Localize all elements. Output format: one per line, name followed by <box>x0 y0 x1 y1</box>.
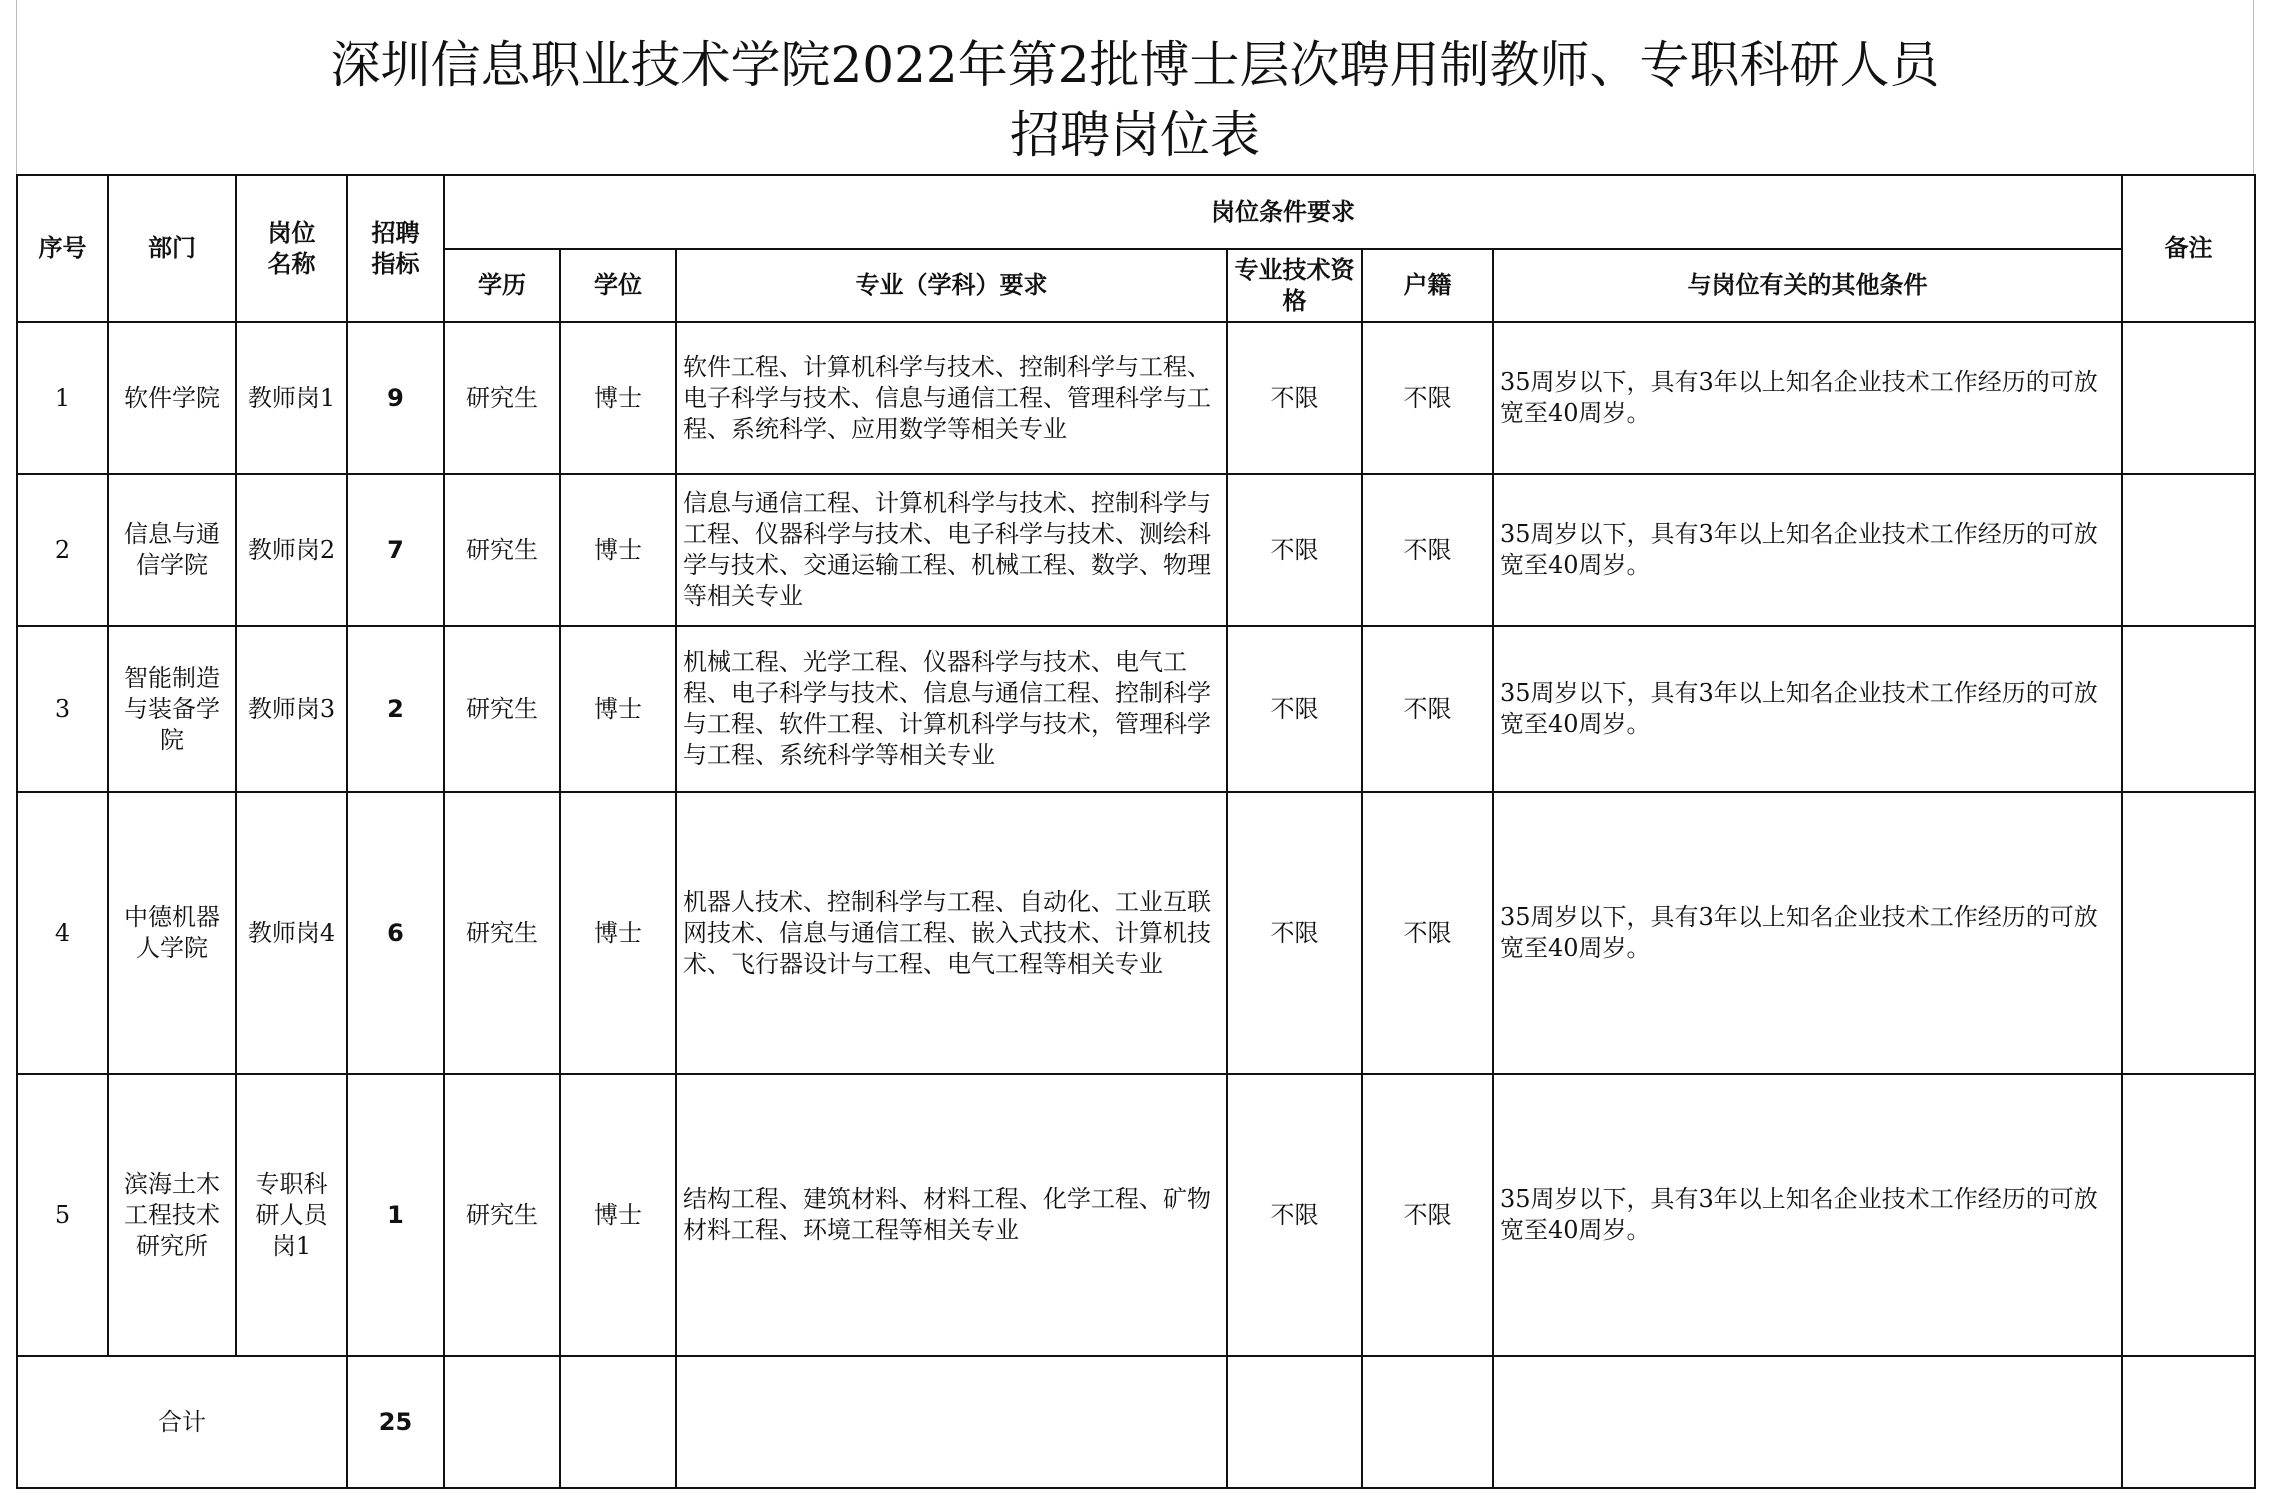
total-label: 合计 <box>17 1356 347 1488</box>
row-major: 机械工程、光学工程、仪器科学与技术、电气工程、电子科学与技术、信息与通信工程、控制科学与工程、软件工程、计算机科学与技术，管理科学与工程、系统科学等相关专业 <box>676 626 1227 792</box>
header-qualification-label: 专业技术资格 <box>1234 255 1355 315</box>
header-quota <box>347 175 444 322</box>
row-major: 软件工程、计算机科学与技术、控制科学与工程、电子科学与技术、信息与通信工程、管理科学与工程、系统科学、应用数学等相关专业 <box>676 322 1227 474</box>
page-subtitle: 招聘岗位表 <box>1010 106 1260 164</box>
row-degree: 博士 <box>560 1074 676 1356</box>
row-major: 信息与通信工程、计算机科学与技术、控制科学与工程、仪器科学与技术、电子科学与技术、测绘科学与技术、交通运输工程、机械工程、数学、物理等相关专业 <box>676 474 1227 626</box>
total-empty <box>1493 1356 2122 1488</box>
row-dept <box>108 474 236 626</box>
table-row <box>17 792 2255 1074</box>
total-empty <box>1227 1356 1362 1488</box>
row-remarks <box>2122 792 2255 1074</box>
row-post <box>236 1074 347 1356</box>
row-dept-label: 滨海土木工程技术研究所 <box>124 1169 220 1260</box>
row-education: 研究生 <box>444 1074 560 1356</box>
row-dept: 软件学院 <box>108 322 236 474</box>
row-quota: 1 <box>347 1074 444 1356</box>
row-education: 研究生 <box>444 626 560 792</box>
row-post: 教师岗1 <box>236 322 347 474</box>
header-row-top <box>17 175 2255 249</box>
row-hukou: 不限 <box>1362 792 1493 1074</box>
row-remarks <box>2122 1074 2255 1356</box>
row-education: 研究生 <box>444 322 560 474</box>
header-major: 专业（学科）要求 <box>676 249 1227 322</box>
row-degree: 博士 <box>560 322 676 474</box>
row-qualification: 不限 <box>1227 792 1362 1074</box>
row-post: 教师岗3 <box>236 626 347 792</box>
row-hukou: 不限 <box>1362 322 1493 474</box>
header-other: 与岗位有关的其他条件 <box>1493 249 2122 322</box>
row-post-label: 专职科研人员岗1 <box>255 1169 328 1260</box>
total-empty <box>676 1356 1227 1488</box>
total-empty <box>560 1356 676 1488</box>
row-education: 研究生 <box>444 792 560 1074</box>
header-qualification <box>1227 249 1362 322</box>
total-row <box>17 1356 2255 1488</box>
header-post-label: 岗位名称 <box>267 218 316 278</box>
header-education: 学历 <box>444 249 560 322</box>
row-seq: 4 <box>17 792 108 1074</box>
row-seq: 1 <box>17 322 108 474</box>
header-post <box>236 175 347 322</box>
row-other: 35周岁以下，具有3年以上知名企业技术工作经历的可放宽至40周岁。 <box>1493 322 2122 474</box>
header-degree: 学位 <box>560 249 676 322</box>
row-qualification: 不限 <box>1227 626 1362 792</box>
header-dept: 部门 <box>108 175 236 322</box>
header-conditions: 岗位条件要求 <box>444 175 2122 249</box>
row-remarks <box>2122 474 2255 626</box>
row-hukou: 不限 <box>1362 1074 1493 1356</box>
total-empty <box>444 1356 560 1488</box>
table-row <box>17 1074 2255 1356</box>
positions-table <box>16 174 2256 1489</box>
row-dept <box>108 1074 236 1356</box>
row-remarks <box>2122 322 2255 474</box>
row-qualification: 不限 <box>1227 1074 1362 1356</box>
row-seq: 5 <box>17 1074 108 1356</box>
row-dept <box>108 792 236 1074</box>
table-row <box>17 474 2255 626</box>
row-quota: 2 <box>347 626 444 792</box>
header-quota-label: 招聘指标 <box>371 218 420 278</box>
row-qualification: 不限 <box>1227 322 1362 474</box>
row-post: 教师岗4 <box>236 792 347 1074</box>
row-education: 研究生 <box>444 474 560 626</box>
row-seq: 2 <box>17 474 108 626</box>
header-hukou: 户籍 <box>1362 249 1493 322</box>
row-major: 结构工程、建筑材料、材料工程、化学工程、矿物材料工程、环境工程等相关专业 <box>676 1074 1227 1356</box>
header-remarks: 备注 <box>2122 175 2255 322</box>
row-hukou: 不限 <box>1362 474 1493 626</box>
row-quota: 7 <box>347 474 444 626</box>
total-quota: 25 <box>347 1356 444 1488</box>
row-degree: 博士 <box>560 626 676 792</box>
table-row <box>17 322 2255 474</box>
row-other: 35周岁以下，具有3年以上知名企业技术工作经历的可放宽至40周岁。 <box>1493 792 2122 1074</box>
row-major: 机器人技术、控制科学与工程、自动化、工业互联网技术、信息与通信工程、嵌入式技术、计算机技术、飞行器设计与工程、电气工程等相关专业 <box>676 792 1227 1074</box>
row-quota: 6 <box>347 792 444 1074</box>
row-other: 35周岁以下，具有3年以上知名企业技术工作经历的可放宽至40周岁。 <box>1493 474 2122 626</box>
row-hukou: 不限 <box>1362 626 1493 792</box>
row-other: 35周岁以下，具有3年以上知名企业技术工作经历的可放宽至40周岁。 <box>1493 626 2122 792</box>
row-seq: 3 <box>17 626 108 792</box>
table-row <box>17 626 2255 792</box>
row-dept-label: 中德机器人学院 <box>124 903 220 962</box>
row-qualification: 不限 <box>1227 474 1362 626</box>
row-degree: 博士 <box>560 474 676 626</box>
row-dept-label: 智能制造与装备学院 <box>124 663 220 754</box>
row-post: 教师岗2 <box>236 474 347 626</box>
total-empty <box>1362 1356 1493 1488</box>
row-quota: 9 <box>347 322 444 474</box>
row-degree: 博士 <box>560 792 676 1074</box>
row-dept-label: 信息与通信学院 <box>124 520 220 579</box>
total-empty <box>2122 1356 2255 1488</box>
row-other: 35周岁以下，具有3年以上知名企业技术工作经历的可放宽至40周岁。 <box>1493 1074 2122 1356</box>
header-seq: 序号 <box>17 175 108 322</box>
page-title: 深圳信息职业技术学院2022年第2批博士层次聘用制教师、专职科研人员 <box>330 36 1940 94</box>
title-area <box>16 0 2254 174</box>
row-dept <box>108 626 236 792</box>
row-remarks <box>2122 626 2255 792</box>
